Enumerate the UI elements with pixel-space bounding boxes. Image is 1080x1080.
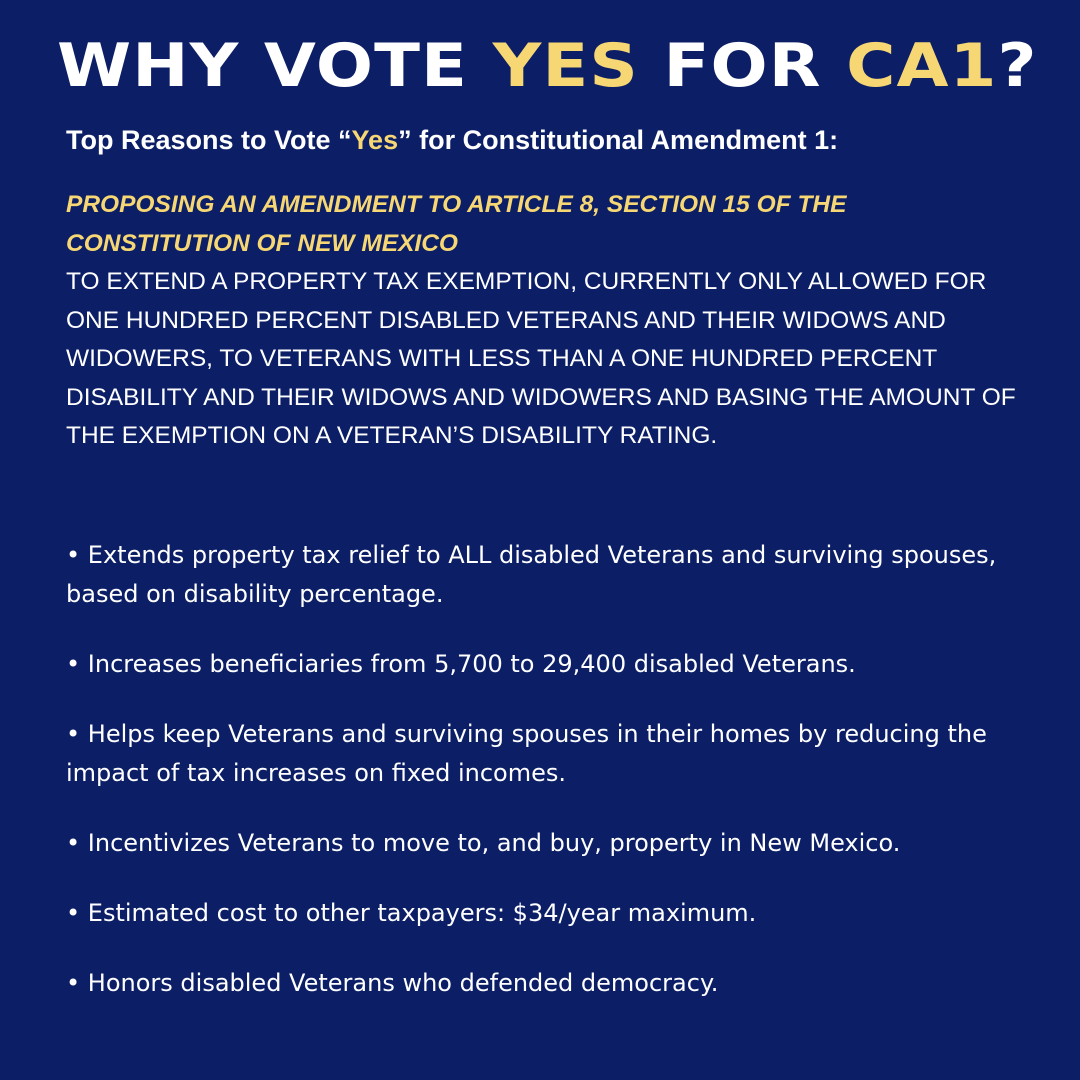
subtitle bbox=[66, 122, 838, 158]
subtitle-yes: Yes bbox=[351, 125, 399, 155]
headline-ca1: CA1 bbox=[846, 31, 998, 101]
headline-yes: YES bbox=[492, 31, 639, 101]
reason-item: • Increases beneficiaries from 5,700 to 29,400 disabled Veterans. bbox=[66, 650, 856, 678]
reason-item: • Extends property tax relief to ALL disabled Veterans and surviving spouses, based on disability percentage. bbox=[66, 541, 997, 608]
headline-part1: WHY VOTE bbox=[57, 31, 493, 101]
reason-item: • Incentivizes Veterans to move to, and buy, property in New Mexico. bbox=[66, 829, 901, 857]
proposal-title: PROPOSING AN AMENDMENT TO ARTICLE 8, SECTION 15 OF THE CONSTITUTION OF NEW MEXICO bbox=[66, 191, 847, 257]
headline bbox=[57, 30, 1038, 102]
reason-item: • Honors disabled Veterans who defended democracy. bbox=[66, 969, 719, 997]
proposal-body: TO EXTEND A PROPERTY TAX EXEMPTION, CURRENTLY ONLY ALLOWED FOR ONE HUNDRED PERCENT DISABLED VETERANS AND THEIR WIDOWS AND WIDOWERS, TO VETERANS WITH LESS THAN A ONE HUNDRED PERCENT DISABILITY AND THEIR WIDOWS AND WIDOWERS AND BASING THE AMOUNT OF THE EXEMPTION ON A VETERAN’S DISABILITY RATING. bbox=[66, 268, 1016, 450]
headline-question-mark: ? bbox=[997, 31, 1038, 101]
headline-part2: FOR bbox=[638, 31, 847, 101]
reason-item: • Helps keep Veterans and surviving spouses in their homes by reducing the impact of tax increases on fixed incomes. bbox=[66, 720, 987, 787]
reason-item: • Estimated cost to other taxpayers: $34/year maximum. bbox=[66, 899, 757, 927]
subtitle-before: Top Reasons to Vote “ bbox=[66, 125, 352, 155]
subtitle-after: ” for Constitutional Amendment 1: bbox=[398, 125, 839, 155]
reasons-list bbox=[66, 536, 1026, 1003]
